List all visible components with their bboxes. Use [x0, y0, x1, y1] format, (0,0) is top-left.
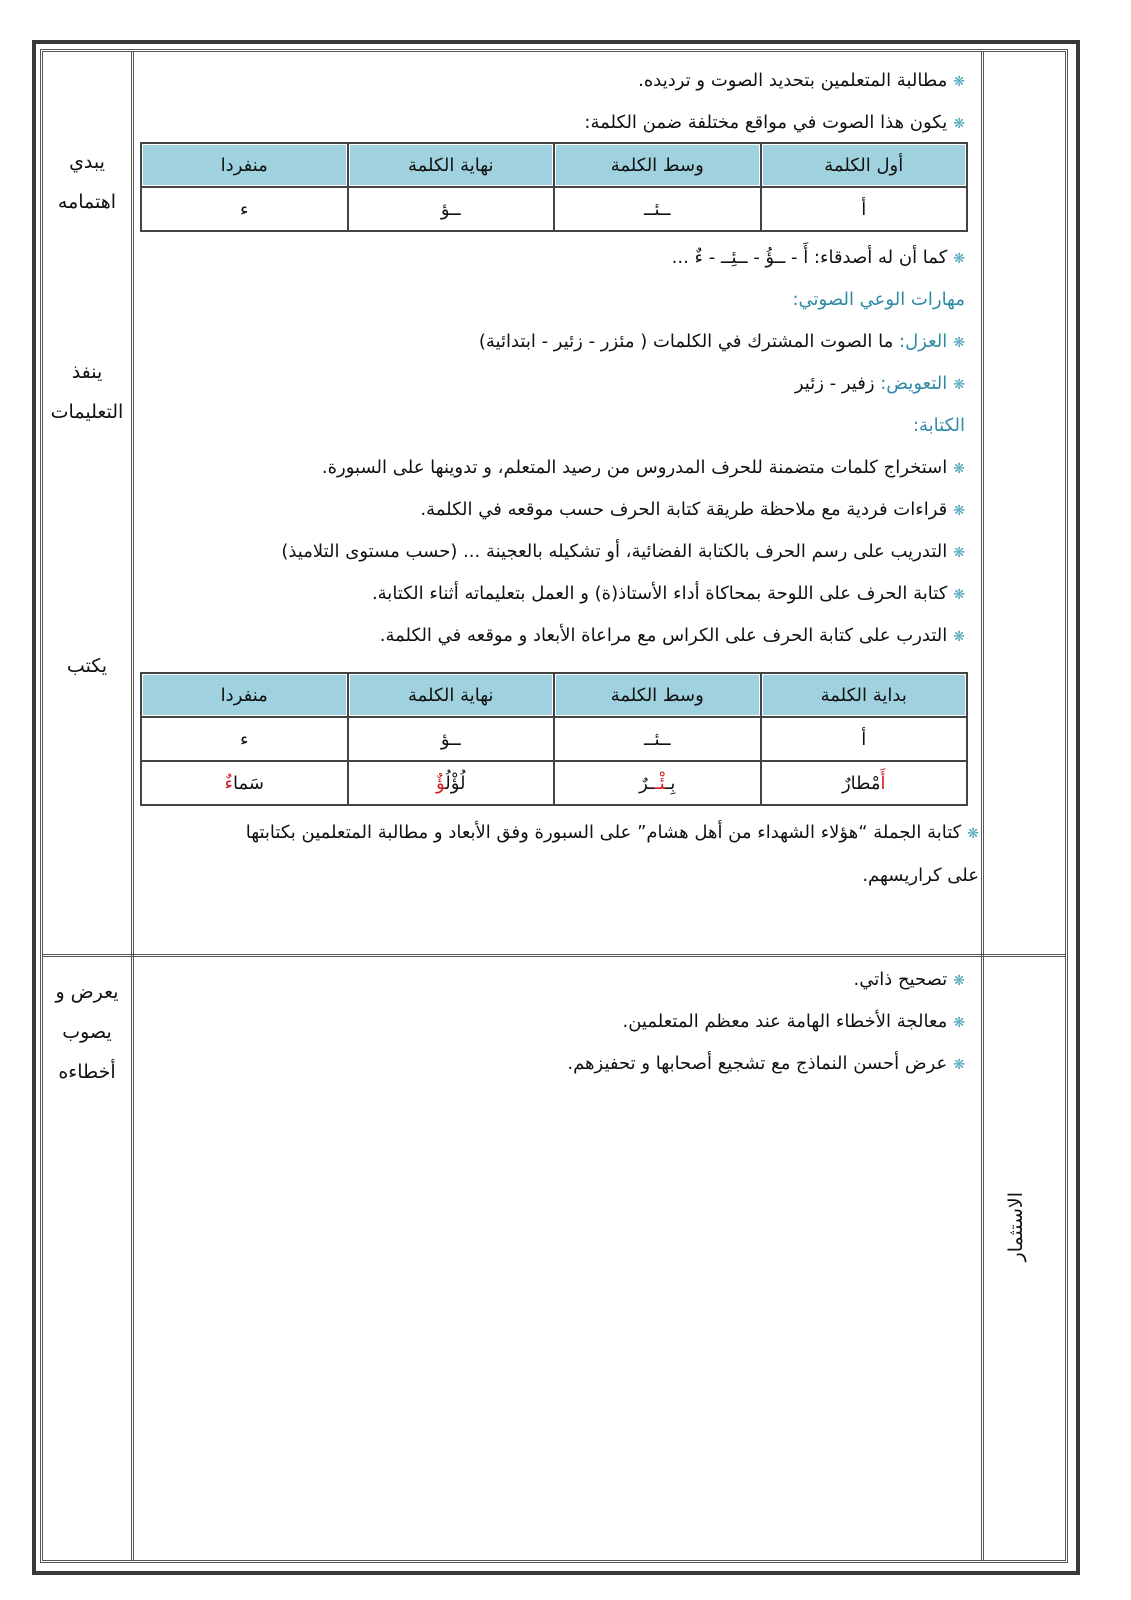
label-line: ينفذ [71, 361, 103, 383]
bullet-icon: ❋ [953, 377, 965, 393]
correction-content [143, 957, 965, 1557]
example-cell [761, 761, 968, 805]
bullet-icon: ❋ [953, 545, 965, 561]
text: سَما [232, 772, 264, 794]
label-line: يصوب [62, 1021, 112, 1043]
text: زفير - زئير [794, 373, 881, 394]
letter-position-table [140, 142, 968, 232]
table-cell: ــؤ [348, 187, 555, 231]
sentence-line-1 [246, 822, 979, 843]
page-frame [32, 40, 1080, 1575]
phonological-heading: مهارات الوعي الصوتي: [792, 289, 965, 310]
header-cell: بداية الكلمة [761, 673, 968, 717]
bullet-icon: ❋ [953, 74, 965, 90]
label-shows-interest [43, 142, 131, 222]
example-cell [141, 761, 348, 805]
text: كتابة الجملة “هؤلاء الشهداء من أهل هشام” على السبورة وفق الأبعاد و مطالبة المتعلمين بكتابتها [245, 822, 962, 843]
investment-label: الاستثمار [1005, 1192, 1027, 1262]
text: يكون هذا الصوت في مواقع مختلفة ضمن الكلمة: [584, 112, 948, 133]
text: كتابة الحرف على اللوحة بمحاكاة أداء الأستاذ(ة) و العمل بتعليماته أثناء الكتابة. [371, 583, 948, 604]
label: التعويض: [880, 373, 948, 394]
table-row [141, 717, 967, 761]
header-cell: نهاية الكلمة [348, 673, 555, 717]
writing-line-2 [420, 499, 965, 520]
writing-line-4 [372, 583, 965, 604]
text: التدرب على كتابة الحرف على الكراس مع مراعاة الأبعاد و موقعه في الكلمة. [379, 625, 948, 646]
text: لُؤْلُ [445, 772, 466, 794]
label-line: أخطاءه [58, 1061, 116, 1083]
table-header-row [141, 143, 967, 187]
writing-line-5 [380, 625, 965, 646]
table-cell: أ [761, 187, 968, 231]
table-cell: ــئــ [554, 187, 761, 231]
label-follows-instructions [43, 352, 131, 432]
table-cell: ــؤ [348, 717, 555, 761]
table-cell: ــئــ [554, 717, 761, 761]
writing-line-1 [322, 457, 965, 478]
text: كما أن له أصدقاء: أَ - ــؤُ - ــئِــ - ءٌ ... [671, 247, 948, 268]
header-cell: أول الكلمة [761, 143, 968, 187]
text: استخراج كلمات متضمنة للحرف المدروس من رصيد المتعلم، و تدوينها على السبورة. [321, 457, 948, 478]
header-cell: وسط الكلمة [554, 143, 761, 187]
text: قراءات فردية مع ملاحظة طريقة كتابة الحرف حسب موقعه في الكلمة. [420, 499, 948, 520]
header-cell: نهاية الكلمة [348, 143, 555, 187]
bullet-icon: ❋ [953, 973, 965, 989]
header-cell: منفردا [141, 673, 348, 717]
header-cell: منفردا [141, 143, 348, 187]
bullet-icon: ❋ [953, 587, 965, 603]
text: عرض أحسن النماذج مع تشجيع أصحابها و تحفيزهم. [567, 1053, 948, 1074]
text-line-1 [638, 70, 965, 91]
bullet-icon: ❋ [953, 503, 965, 519]
writing-line-3 [281, 541, 965, 562]
text: التدريب على رسم الحرف بالكتابة الفضائية، أو تشكيله بالعجينة ... (حسب مستوى التلاميذ) [281, 541, 948, 562]
label-writes [43, 646, 131, 686]
label-line: يبدي [69, 151, 105, 173]
sentence-line-2: على كراريسهم. [862, 865, 979, 886]
bullet-icon: ❋ [953, 116, 965, 132]
text: بِـ [665, 772, 676, 794]
example-cell [348, 761, 555, 805]
label: العزل: [899, 331, 948, 352]
bullet-icon: ❋ [953, 1015, 965, 1031]
text: مْطارٌ [841, 772, 881, 794]
highlight: ءٌ [224, 772, 233, 794]
table-cell: ء [141, 187, 348, 231]
correction-line-3 [567, 1053, 965, 1074]
text-friends [672, 247, 965, 268]
bullet-icon: ❋ [953, 1057, 965, 1073]
bullet-icon: ❋ [953, 335, 965, 351]
bullet-icon: ❋ [953, 461, 965, 477]
lesson-table [40, 49, 1068, 1563]
bullet-icon: ❋ [953, 251, 965, 267]
label-line: اهتمامه [57, 191, 117, 213]
highlight: أَ [880, 772, 886, 794]
right-column-divider [981, 52, 984, 1560]
bullet-icon: ❋ [953, 629, 965, 645]
isolation-line [479, 331, 965, 352]
correction-line-2 [623, 1011, 966, 1032]
text: معالجة الأخطاء الهامة عند معظم المتعلمين. [622, 1011, 948, 1032]
highlight: ؤٌ [435, 772, 446, 794]
text: مطالبة المتعلمين بتحديد الصوت و ترديده. [638, 70, 948, 91]
main-content [143, 52, 979, 952]
text: ـرٌ [639, 772, 655, 794]
label-line: يعرض و [55, 981, 119, 1003]
correction-line-1 [854, 969, 966, 990]
bullet-icon: ❋ [967, 826, 979, 842]
text: تصحيح ذاتي. [853, 969, 948, 990]
label-line: يكتب [66, 655, 108, 677]
letter-examples-table [140, 672, 968, 806]
table-cell: أ [761, 717, 968, 761]
table-row [141, 761, 967, 805]
compensation-line [795, 373, 965, 394]
label-line: التعليمات [50, 401, 124, 423]
text-line-2 [584, 112, 965, 133]
header-cell: وسط الكلمة [554, 673, 761, 717]
example-cell [554, 761, 761, 805]
table-header-row [141, 673, 967, 717]
table-cell: ء [141, 717, 348, 761]
left-column-divider [131, 52, 134, 1560]
highlight: ئْـ [654, 772, 666, 794]
label-corrects-errors [43, 972, 131, 1092]
table-row [141, 187, 967, 231]
writing-heading: الكتابة: [912, 415, 965, 436]
text: ما الصوت المشترك في الكلمات ( مئزر - زئير - ابتدائية) [478, 331, 900, 352]
